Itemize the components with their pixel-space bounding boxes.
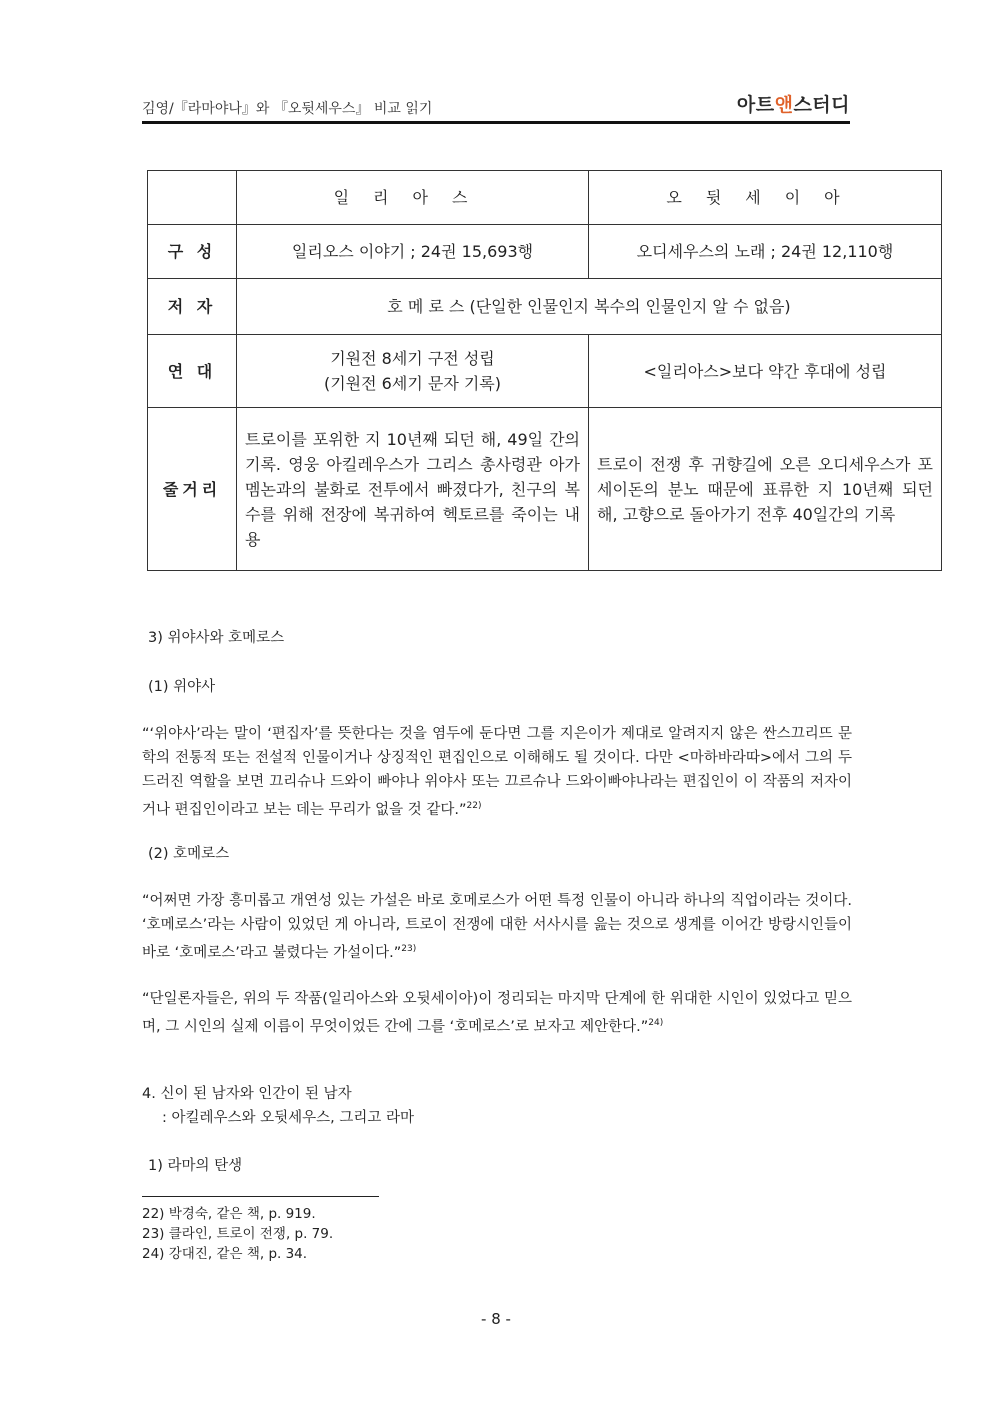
- section-heading: 4. 신이 된 남자와 인간이 된 남자: [142, 1086, 352, 1102]
- col-header-iliad: 일리아스: [237, 171, 589, 225]
- running-title: 김영/『라마야나』와 『오뒷세우스』 비교 읽기: [142, 101, 433, 117]
- table-cell: 일리오스 이야기 ; 24권 15,693행: [237, 225, 589, 279]
- footnote-ref: 23): [401, 944, 417, 954]
- row-header: 연 대: [148, 335, 237, 408]
- table-cell: 오디세우스의 노래 ; 24권 12,110행: [589, 225, 942, 279]
- footnote-rule: [142, 1196, 379, 1197]
- table-header-row: [148, 171, 942, 225]
- page-header: [142, 88, 850, 124]
- quote-paragraph: “‘위야사’라는 말이 ‘편집자’를 뜻한다는 것을 염두에 둔다면 그를 지은이가 제대로 알려지지 않은 싼스끄리뜨 문학의 전통적 또는 전설적 인물이거나 상징적인 편집인으로 이해해도 될 것이다. 다만 <마하바라따>에서 그의 두드러진 역할을 보면 끄리슈나 드와이 빠야나 위야사 또는 끄르슈나 드와이빠야나라는 편집인이 이 작품의 저자이거나 편집인이라고 보는 데는 무리가 없을 것 같다.”$^{22)}$: [142, 726, 852, 818]
- section-subtitle: : 아킬레우스와 오뒷세우스, 그리고 라마: [162, 1110, 415, 1126]
- table-cell: 트로이 전쟁 후 귀향길에 오른 오디세우스가 포세이돈의 분노 때문에 표류한 지 10년째 되던 해, 고향으로 돌아가기 전후 40일간의 기록: [589, 408, 942, 571]
- subsection-heading: 1) 라마의 탄생: [148, 1158, 243, 1174]
- header-rule: [142, 121, 850, 124]
- footnote-ref: 22): [466, 801, 482, 811]
- table-row: [148, 408, 942, 571]
- subsection-heading: (2) 호메로스: [148, 846, 230, 862]
- row-header: 구 성: [148, 225, 237, 279]
- footnote: 23) 클라인, 트로이 전쟁, p. 79.: [142, 1226, 334, 1242]
- brand-logo: 아트앤스터디: [736, 94, 850, 116]
- quote-paragraph: “어쩌면 가장 흥미롭고 개연성 있는 가설은 바로 호메로스가 어떤 특정 인물이 아니라 하나의 직업이라는 것이다. ‘호메로스’라는 사람이 있었던 게 아니라, 트로이 전쟁에 대한 서사시를 읊는 것으로 생계를 이어간 방랑시인들이 바로 ‘호메로스’라고 불렸다는 가설이다.”$^{23)}$: [142, 893, 852, 961]
- table-row: [148, 279, 942, 335]
- table-cell: 호 메 로 스 (단일한 인물인지 복수의 인물인지 알 수 없음): [237, 279, 942, 335]
- row-header: 줄거리: [148, 408, 237, 571]
- section-heading: 3) 위야사와 호메로스: [148, 630, 285, 646]
- subsection-heading: (1) 위야사: [148, 679, 216, 695]
- row-header: 저 자: [148, 279, 237, 335]
- col-header-odyssey: 오뒷세이아: [589, 171, 942, 225]
- table-cell: 기원전 8세기 구전 성립 (기원전 6세기 문자 기록): [237, 335, 589, 408]
- table-row: [148, 335, 942, 408]
- table-cell: 트로이를 포위한 지 10년째 되던 해, 49일 간의 기록. 영웅 아킬레우스가 그리스 총사령관 아가멤논과의 불화로 전투에서 빠졌다가, 친구의 복수를 위해 전장에 복귀하여 헥토르를 죽이는 내용: [237, 408, 589, 571]
- comparison-table: [147, 170, 942, 571]
- quote-paragraph: “단일론자들은, 위의 두 작품(일리아스와 오뒷세이아)이 정리되는 마지막 단계에 한 위대한 시인이 있었다고 믿으며, 그 시인의 실제 이름이 무엇이었든 간에 그를 ‘호메로스’로 보자고 제안한다.”$^{24)}$: [142, 991, 852, 1035]
- footnote-ref: 24): [648, 1018, 664, 1028]
- table-cell: <일리아스>보다 약간 후대에 성립: [589, 335, 942, 408]
- corner-cell: [148, 171, 237, 225]
- page-number: - 8 -: [481, 1310, 511, 1328]
- footnote: 24) 강대진, 같은 책, p. 34.: [142, 1246, 308, 1262]
- footnote: 22) 박경숙, 같은 책, p. 919.: [142, 1206, 316, 1222]
- table-row: [148, 225, 942, 279]
